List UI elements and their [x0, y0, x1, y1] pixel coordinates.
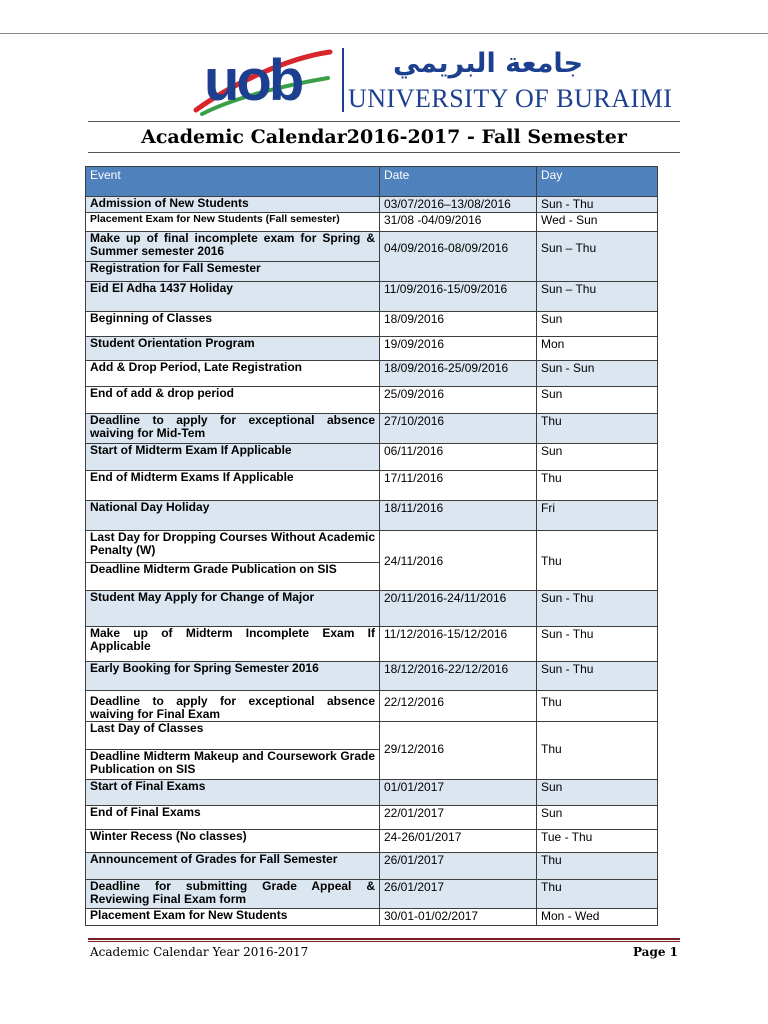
table-row [86, 909, 658, 926]
event-cell: Last Day for Dropping Courses Without Academic Penalty (W) [86, 531, 380, 563]
event-cell: Deadline Midterm Grade Publication on SIS [86, 563, 380, 591]
title-rule-top [88, 121, 680, 122]
day-cell: Thu [537, 414, 658, 444]
day-cell: Thu [537, 853, 658, 880]
event-cell: Eid El Adha 1437 Holiday [86, 282, 380, 312]
event-cell: Placement Exam for New Students (Fall semester) [86, 213, 380, 232]
date-cell: 18/09/2016 [380, 312, 537, 337]
table-row [86, 691, 658, 722]
table-row [86, 312, 658, 337]
logo-arabic-name: جامعة البريمي [392, 48, 584, 79]
table-row [86, 531, 658, 563]
footer-document-title: Academic Calendar Year 2016-2017 [90, 945, 309, 959]
event-cell: End of add & drop period [86, 387, 380, 414]
event-cell: Early Booking for Spring Semester 2016 [86, 662, 380, 691]
event-cell: Deadline to apply for exceptional absence waiving for Mid-Tem [86, 414, 380, 444]
day-cell: Sun - Sun [537, 361, 658, 387]
page-title: Academic Calendar2016-2017 - Fall Semester [141, 126, 627, 148]
date-cell: 22/01/2017 [380, 806, 537, 830]
title-rule-bottom [88, 152, 680, 153]
day-cell: Thu [537, 531, 658, 591]
table-row [86, 830, 658, 853]
day-cell: Tue - Thu [537, 830, 658, 853]
date-cell: 26/01/2017 [380, 880, 537, 909]
date-cell: 11/09/2016-15/09/2016 [380, 282, 537, 312]
date-cell: 27/10/2016 [380, 414, 537, 444]
day-cell: Sun [537, 444, 658, 471]
date-cell: 24-26/01/2017 [380, 830, 537, 853]
table-row [86, 232, 658, 262]
academic-calendar-table [85, 166, 658, 926]
date-cell: 18/12/2016-22/12/2016 [380, 662, 537, 691]
day-cell: Sun [537, 780, 658, 806]
date-cell: 26/01/2017 [380, 853, 537, 880]
event-cell: National Day Holiday [86, 501, 380, 531]
event-cell: Start of Midterm Exam If Applicable [86, 444, 380, 471]
event-cell: Add & Drop Period, Late Registration [86, 361, 380, 387]
header-day: Day [537, 167, 658, 197]
day-cell: Sun – Thu [537, 232, 658, 282]
table-row [86, 806, 658, 830]
day-cell: Mon - Wed [537, 909, 658, 926]
day-cell: Thu [537, 691, 658, 722]
table-row [86, 337, 658, 361]
event-cell: Make up of Midterm Incomplete Exam If Applicable [86, 627, 380, 662]
event-cell: End of Midterm Exams If Applicable [86, 471, 380, 501]
day-cell: Sun [537, 806, 658, 830]
table-row [86, 722, 658, 750]
event-cell: Student Orientation Program [86, 337, 380, 361]
day-cell: Thu [537, 722, 658, 780]
logo-mark-text: uob [204, 48, 302, 113]
table-row [86, 780, 658, 806]
event-cell: Deadline Midterm Makeup and Coursework Grade Publication on SIS [86, 750, 380, 780]
day-cell: Sun [537, 312, 658, 337]
table-row [86, 213, 658, 232]
event-cell: Placement Exam for New Students [86, 909, 380, 926]
event-cell: Start of Final Exams [86, 780, 380, 806]
day-cell: Mon [537, 337, 658, 361]
table-row [86, 361, 658, 387]
table-row [86, 662, 658, 691]
date-cell: 29/12/2016 [380, 722, 537, 780]
date-cell: 18/09/2016-25/09/2016 [380, 361, 537, 387]
table-row [86, 501, 658, 531]
day-cell: Fri [537, 501, 658, 531]
day-cell: Sun - Thu [537, 627, 658, 662]
event-cell: Student May Apply for Change of Major [86, 591, 380, 627]
date-cell: 30/01-01/02/2017 [380, 909, 537, 926]
table-row [86, 197, 658, 213]
event-cell: Winter Recess (No classes) [86, 830, 380, 853]
table-row [86, 853, 658, 880]
table-row [86, 471, 658, 501]
event-cell: Announcement of Grades for Fall Semester [86, 853, 380, 880]
day-cell: Thu [537, 471, 658, 501]
university-logo [192, 44, 673, 120]
event-cell: End of Final Exams [86, 806, 380, 830]
day-cell: Wed - Sun [537, 213, 658, 232]
event-cell: Deadline to apply for exceptional absence waiving for Final Exam [86, 691, 380, 722]
date-cell: 31/08 -04/09/2016 [380, 213, 537, 232]
footer-rule-thin [88, 941, 680, 942]
day-cell: Sun - Thu [537, 591, 658, 627]
table-row [86, 591, 658, 627]
date-cell: 11/12/2016-15/12/2016 [380, 627, 537, 662]
day-cell: Sun – Thu [537, 282, 658, 312]
date-cell: 18/11/2016 [380, 501, 537, 531]
date-cell: 17/11/2016 [380, 471, 537, 501]
logo-english-name: UNIVERSITY OF BURAIMI [348, 84, 673, 113]
logo-divider [342, 48, 344, 112]
table-row [86, 444, 658, 471]
table-row [86, 414, 658, 444]
uob-logo-mark [192, 44, 334, 116]
event-cell: Admission of New Students [86, 197, 380, 213]
date-cell: 22/12/2016 [380, 691, 537, 722]
event-cell: Beginning of Classes [86, 312, 380, 337]
date-cell: 25/09/2016 [380, 387, 537, 414]
footer-rule [88, 938, 680, 940]
table-row [86, 387, 658, 414]
event-cell: Registration for Fall Semester [86, 262, 380, 282]
event-cell: Deadline for submitting Grade Appeal & Reviewing Final Exam form [86, 880, 380, 909]
table-header-row [86, 167, 658, 197]
date-cell: 01/01/2017 [380, 780, 537, 806]
date-cell: 20/11/2016-24/11/2016 [380, 591, 537, 627]
page-number: Page 1 [632, 945, 678, 959]
table-row [86, 282, 658, 312]
header-rule [0, 33, 768, 34]
day-cell: Sun - Thu [537, 662, 658, 691]
event-cell: Last Day of Classes [86, 722, 380, 750]
date-cell: 03/07/2016–13/08/2016 [380, 197, 537, 213]
day-cell: Sun - Thu [537, 197, 658, 213]
date-cell: 06/11/2016 [380, 444, 537, 471]
event-cell: Make up of final incomplete exam for Spring & Summer semester 2016 [86, 232, 380, 262]
header-date: Date [380, 167, 537, 197]
date-cell: 04/09/2016-08/09/2016 [380, 232, 537, 282]
table-row [86, 880, 658, 909]
date-cell: 19/09/2016 [380, 337, 537, 361]
day-cell: Sun [537, 387, 658, 414]
table-row [86, 627, 658, 662]
date-cell: 24/11/2016 [380, 531, 537, 591]
day-cell: Thu [537, 880, 658, 909]
header-event: Event [86, 167, 380, 197]
